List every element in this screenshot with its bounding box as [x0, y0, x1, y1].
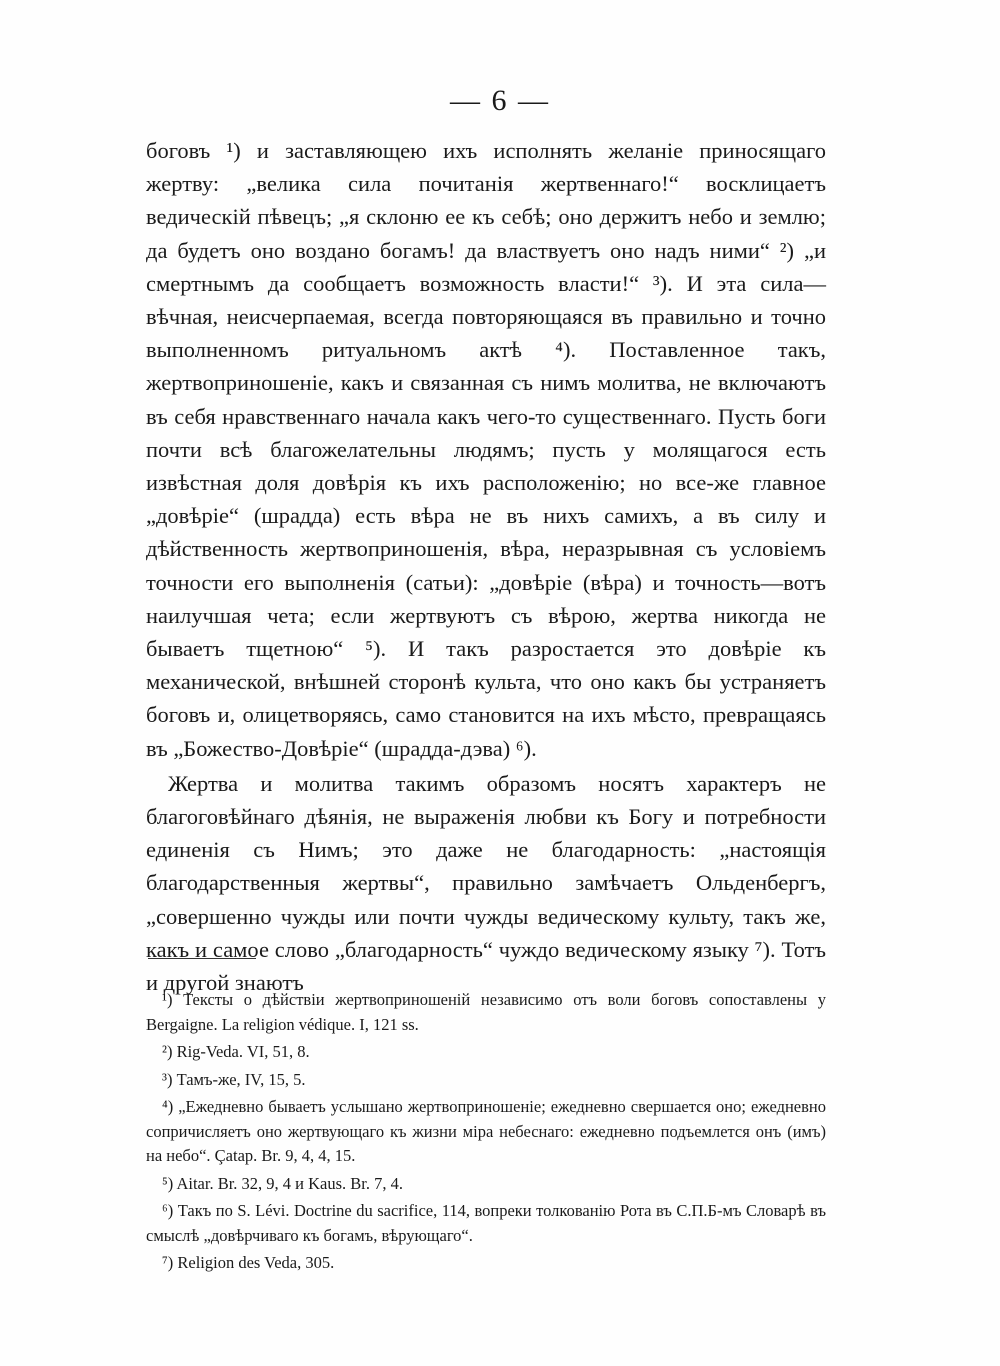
paragraph-2: Жертва и молитва такимъ образомъ носятъ характеръ не благоговѣйнаго дѣянія, не выраженія любви къ Богу и потребности единенія съ Нимъ; это даже не благодарность: „настоящія благодарственныя жертвы“, правильно замѣчаетъ Ольденбергъ, „совершенно чужды или почти чужды ведическому культу, такъ же, какъ и самое слово „благодарность“ чуждо ведическому языку ⁷). Тотъ и другой знаютъ — [146, 770, 826, 996]
footnote-5: ⁵) Aitar. Br. 32, 9, 4 и Kaus. Br. 7, 4. — [162, 1173, 403, 1193]
footnote-2: ²) Rig-Veda. VI, 51, 8. — [162, 1042, 310, 1061]
footnotes — [146, 988, 826, 1279]
footnote-4: ⁴) „Ежедневно бываетъ услышано жертвоприношеніе; ежедневно свершается оно; ежедневно сопричисляетъ оно жертвующаго къ жизни міра небеснаго: ежедневно подъемлется онъ (имъ) на небо“. Çatap. Br. 9, 4, 4, 15. — [146, 1097, 826, 1165]
footnote-7: ⁷) Religion des Veda, 305. — [162, 1253, 335, 1272]
footnote-6: ⁶) Такъ по S. Lévi. Doctrine du sacrifice, 114, вопреки толкованію Рота въ С.П.Б-мъ Словарѣ въ смыслѣ „довѣрчиваго къ богамъ, вѣрующаго“. — [146, 1201, 826, 1245]
paragraph-1: боговъ ¹) и заставляющею ихъ исполнять желаніе приносящаго жертву: „велика сила почитанія жертвеннаго!“ восклицаетъ ведическій пѣвецъ; „я склоню ее къ себѣ; оно держитъ небо и землю; да будетъ оно воздано богамъ! да властвуетъ оно надъ ними“ ²) „и смертнымъ да сообщаетъ возможность власти!“ ³). И эта сила—вѣчная, неисчерпаемая, всегда повторяющаяся въ правильно и точно выполненномъ ритуальномъ актѣ ⁴). Поставленное такъ, жертвоприношеніе, какъ и связанная съ нимъ молитва, не включаютъ въ себя нравственнаго начала какъ чего-то существеннаго. Пусть боги почти всѣ благожелательны людямъ; пусть у молящагося есть извѣстная доля довѣрія къ ихъ расположенію; но все-же главное „довѣріе“ (шрадда) есть вѣра не въ нихъ самихъ, а въ силу и дѣйственность жертвоприношенія, вѣра, неразрывная съ условіемъ точности его выполненія (сатьи): „довѣріе (вѣра) и точность—вотъ наилучшая чета; если жертвуютъ съ вѣрою, жертва никогда не бываетъ тщетною“ ⁵). И такъ разростается это довѣріе къ механической, внѣшней сторонѣ культа, что оно какъ бы устраняетъ боговъ и, олицетворяясь, само становится на ихъ мѣсто, превращаясь въ „Божество-Довѣріе“ (шрадда-дэва) ⁶). — [146, 138, 826, 761]
footnote-3: ³) Тамъ-же, IV, 15, 5. — [162, 1069, 306, 1089]
main-text — [146, 134, 826, 999]
footnote-separator — [148, 958, 256, 959]
footnote-1: ¹) Тексты о дѣйствіи жертвоприношеній независимо отъ воли боговъ сопоставлены у Bergaigne. La religion védique. I, 121 ss. — [146, 990, 826, 1034]
page-number: — 6 — — [450, 84, 550, 117]
